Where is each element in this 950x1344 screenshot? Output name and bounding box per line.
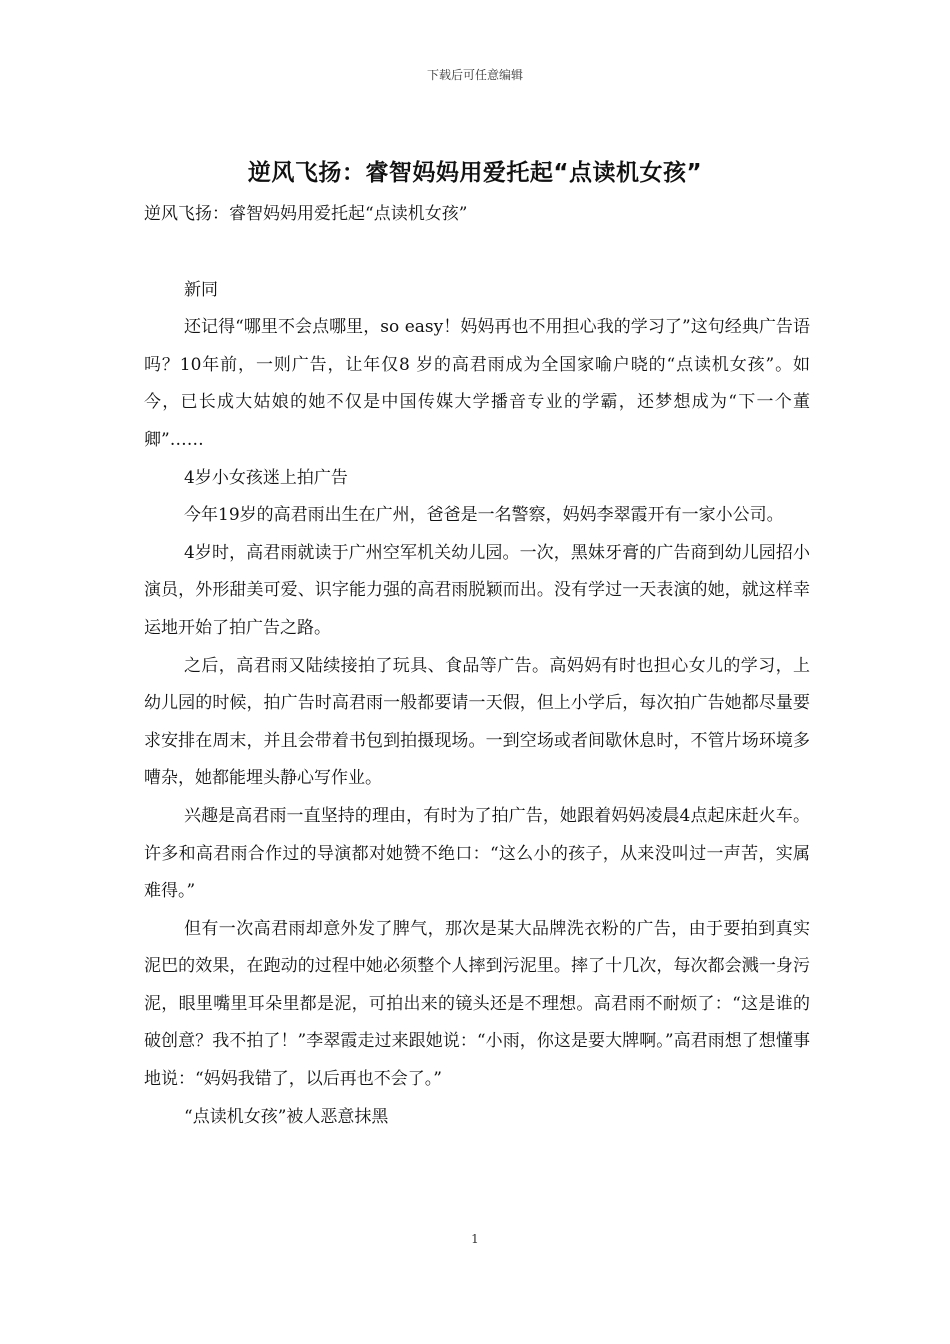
section-heading-ads: 4岁小女孩迷上拍广告 bbox=[184, 467, 348, 488]
paragraph: 4岁时，高君雨就读于广州空军机关幼儿园。一次，黑妹牙膏的广告商到幼儿园招小演员，外形甜美可爱、识字能力强的高君雨脱颖而出。没有学过一天表演的她，就这样幸运地开始了拍广告之路。 bbox=[144, 542, 810, 638]
page-header-note: 下载后可任意编辑 bbox=[426, 68, 523, 82]
paragraph-intro: 还记得“哪里不会点哪里，so easy！妈妈再也不用担心我的学习了”这句经典广告语吗？10年前，一则广告，让年仅8 岁的高君雨成为全国家喻户晓的“点读机女孩”。如今，已长成大姑娘的她不仅是中国传媒大学播音专业的学霸，还梦想成为“下一个董卿”…… bbox=[144, 317, 810, 450]
section-heading-smear: “点读机女孩”被人恶意抹黑 bbox=[184, 1106, 389, 1127]
paragraph-source: 新同 bbox=[184, 279, 218, 300]
paragraph: 今年19岁的高君雨出生在广州，爸爸是一名警察，妈妈李翠霞开有一家小公司。 bbox=[184, 505, 784, 526]
paragraph: 但有一次高君雨却意外发了脾气，那次是某大品牌洗衣粉的广告，由于要拍到真实泥巴的效果，在跑动的过程中她必须整个人摔到污泥里。摔了十几次，每次都会溅一身污泥，眼里嘴里耳朵里都是泥，可拍出来的镜头还是不理想。高君雨不耐烦了：“这是谁的破创意？我不拍了！”李翠霞走过来跟她说：“小雨，你这是要大牌啊。”高君雨想了想懂事地说：“妈妈我错了，以后再也不会了。” bbox=[144, 918, 810, 1090]
document-title: 逆风飞扬：睿智妈妈用爱托起“点读机女孩” bbox=[247, 160, 703, 186]
page-number: 1 bbox=[471, 1232, 479, 1246]
paragraph: 兴趣是高君雨一直坚持的理由，有时为了拍广告，她跟着妈妈凌晨4点起床赶火车。许多和高君雨合作过的导演都对她赞不绝口：“这么小的孩子，从来没叫过一声苦，实属难得。” bbox=[144, 805, 810, 902]
paragraph: 之后，高君雨又陆续接拍了玩具、食品等广告。高妈妈有时也担心女儿的学习，上幼儿园的时候，拍广告时高君雨一般都要请一天假，但上小学后，每次拍广告她都尽量要求安排在周末，并且会带着书包到拍摄现场。一到空场或者间歇休息时，不管片场环境多嘈杂，她都能埋头静心写作业。 bbox=[144, 655, 810, 789]
document-body bbox=[144, 196, 810, 1136]
document-subtitle: 逆风飞扬：睿智妈妈用爱托起“点读机女孩” bbox=[144, 204, 468, 224]
